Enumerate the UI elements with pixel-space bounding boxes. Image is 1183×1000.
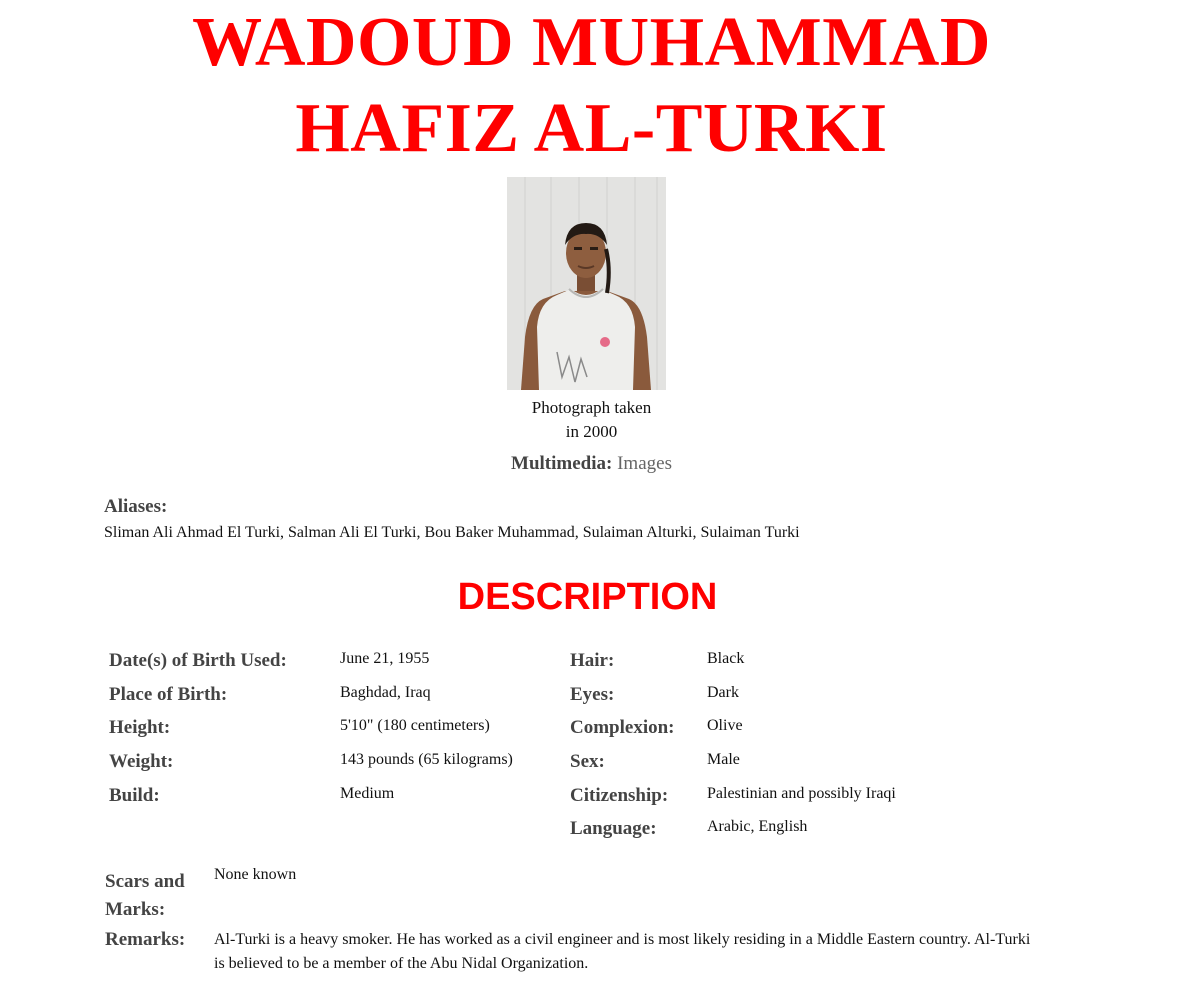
description-value-language: Arabic, English [707,818,808,835]
multimedia-row [0,451,1183,477]
description-value-eyes: Dark [707,684,739,701]
scars-and-marks-value: None known [214,866,297,883]
subject-photograph [507,177,666,390]
description-label-eyes: Eyes: [570,684,615,705]
description-value-weight: 143 pounds (65 kilograms) [340,751,513,768]
description-value-complexion: Olive [707,717,743,734]
description-value-place-of-birth: Baghdad, Iraq [340,684,431,701]
description-label-hair: Hair: [570,650,615,671]
photo-caption-line-1: Photograph taken [531,398,652,417]
page-title-line-2: HAFIZ AL-TURKI [295,90,888,167]
description-label-sex: Sex: [570,751,605,772]
aliases-label: Aliases: [104,496,168,517]
remarks-label: Remarks: [105,929,186,950]
scars-and-marks-label: Scars and Marks: [105,871,185,920]
description-value-sex: Male [707,751,740,768]
description-value-height: 5'10" (180 centimeters) [340,717,490,734]
description-value-citizenship: Palestinian and possibly Iraqi [707,785,896,802]
multimedia-label: Multimedia: [511,453,613,474]
description-label-build: Build: [109,785,160,806]
description-heading: DESCRIPTION [457,576,718,618]
description-label-date-of-birth: Date(s) of Birth Used: [109,650,287,671]
page-title-line-1: WADOUD MUHAMMAD [192,4,991,81]
description-label-citizenship: Citizenship: [570,785,669,806]
description-value-build: Medium [340,785,395,802]
aliases-value: Sliman Ali Ahmad El Turki, Salman Ali El Turki, Bou Baker Muhammad, Sulaiman Alturki, Sulaiman Turki [104,524,800,541]
photo-caption-line-2: in 2000 [565,422,618,441]
description-value-hair: Black [707,650,745,667]
remarks-value: Al-Turki is a heavy smoker. He has worked as a civil engineer and is most likely residing in a Middle Eastern country. Al-Turki is believed to be a member of the Abu Nidal Organization. [214,931,1031,972]
multimedia-images-link[interactable]: Images [617,453,672,474]
description-label-language: Language: [570,818,657,839]
description-label-complexion: Complexion: [570,717,675,738]
description-label-weight: Weight: [109,751,174,772]
description-label-place-of-birth: Place of Birth: [109,684,228,705]
description-label-height: Height: [109,717,171,738]
description-value-date-of-birth: June 21, 1955 [340,650,430,667]
